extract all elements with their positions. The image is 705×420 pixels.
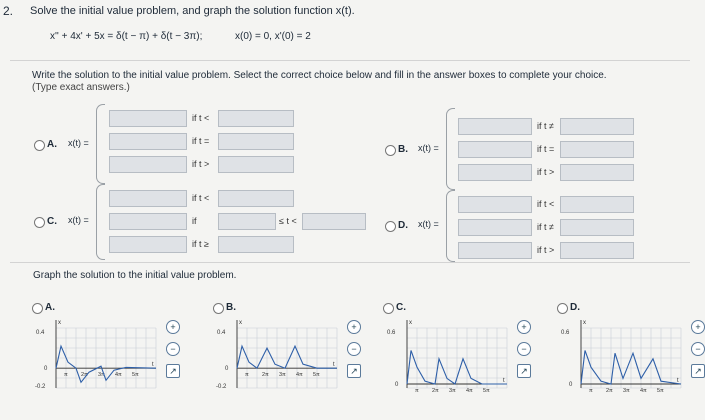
option-a-fx: x(t) = [68, 138, 89, 148]
x-tick-label: 5π [483, 388, 490, 394]
y-tick-label: 0 [225, 366, 229, 373]
y-tick-label: 0.4 [217, 330, 226, 336]
initial-conditions: x(0) = 0, x'(0) = 2 [235, 31, 311, 42]
option-b-radio[interactable] [385, 145, 396, 156]
y-axis-label: x [583, 320, 586, 326]
option-a-cond2: if t = [192, 136, 210, 146]
x-tick-label: 3π [623, 388, 630, 394]
y-axis-label: x [58, 320, 61, 326]
zoom-in-icon[interactable]: + [517, 320, 531, 334]
x-tick-label: π [245, 372, 249, 379]
option-b-label: B. [398, 144, 408, 155]
x-tick-label: π [589, 388, 593, 394]
graph-option-a-radio[interactable] [32, 303, 43, 314]
option-a-cond3: if t > [192, 159, 210, 169]
y-tick-label: 0 [44, 366, 48, 373]
graph-option-a-plot[interactable] [32, 316, 160, 394]
zoom-in-icon[interactable]: + [166, 320, 180, 334]
option-d-brace [446, 190, 455, 262]
option-c-lower-bound-input[interactable] [218, 213, 276, 230]
x-tick-label: 5π [657, 388, 664, 394]
y-tick-label: 0 [569, 382, 573, 388]
option-d-expr3-input[interactable] [458, 242, 532, 259]
option-c-bound1-input[interactable] [218, 190, 294, 207]
x-tick-label: 3π [98, 372, 105, 379]
option-c-cond1: if t < [192, 193, 210, 203]
popout-icon[interactable]: ↗ [517, 364, 531, 378]
x-tick-label: 5π [132, 372, 139, 379]
section-divider [10, 262, 690, 263]
y-tick-label: 0 [395, 382, 399, 388]
y-tick-label: 0.6 [387, 330, 396, 336]
hint-text: (Type exact answers.) [32, 82, 130, 93]
option-c-label: C. [47, 216, 57, 227]
question-number: 2. [3, 4, 14, 18]
graph-option-c-plot[interactable] [383, 316, 511, 394]
option-c-mid-text: ≤ t < [279, 216, 297, 226]
zoom-in-icon[interactable]: + [347, 320, 361, 334]
option-b-cond1: if t ≠ [537, 121, 554, 131]
y-axis-label: x [409, 320, 412, 326]
option-d-cond3: if t > [537, 245, 555, 255]
popout-icon[interactable]: ↗ [166, 364, 180, 378]
option-c-fx: x(t) = [68, 215, 89, 225]
option-c-expr1-input[interactable] [109, 190, 187, 207]
option-a-radio[interactable] [34, 140, 45, 151]
x-axis-label: t [152, 362, 154, 369]
x-tick-label: 2π [432, 388, 439, 394]
zoom-out-icon[interactable]: − [691, 342, 705, 356]
option-c-upper-bound-input[interactable] [302, 213, 366, 230]
option-a-bound3-input[interactable] [218, 156, 294, 173]
graph-option-d-label: D. [570, 302, 580, 313]
option-c-cond2: if [192, 216, 197, 226]
option-a-brace [96, 104, 105, 184]
zoom-in-icon[interactable]: + [691, 320, 705, 334]
graph-prompt: Graph the solution to the initial value problem. [33, 270, 237, 281]
option-a-expr1-input[interactable] [109, 110, 187, 127]
option-a-expr3-input[interactable] [109, 156, 187, 173]
option-c-radio[interactable] [34, 217, 45, 228]
graph-option-b-radio[interactable] [213, 303, 224, 314]
option-b-bound3-input[interactable] [560, 164, 634, 181]
option-b-expr3-input[interactable] [458, 164, 532, 181]
graph-option-a-label: A. [45, 302, 55, 313]
option-d-expr2-input[interactable] [458, 219, 532, 236]
x-tick-label: 2π [262, 372, 269, 379]
option-c-expr3-input[interactable] [109, 236, 187, 253]
option-d-bound2-input[interactable] [560, 219, 634, 236]
x-tick-label: 2π [606, 388, 613, 394]
option-b-cond3: if t > [537, 167, 555, 177]
x-tick-label: π [415, 388, 419, 394]
option-d-radio[interactable] [385, 221, 396, 232]
y-tick-label: 0.4 [36, 330, 45, 336]
option-a-expr2-input[interactable] [109, 133, 187, 150]
graph-option-b-label: B. [226, 302, 236, 313]
x-tick-label: 4π [466, 388, 473, 394]
popout-icon[interactable]: ↗ [347, 364, 361, 378]
option-b-bound2-input[interactable] [560, 141, 634, 158]
y-axis-label: x [239, 320, 242, 326]
option-a-label: A. [47, 139, 57, 150]
x-axis-label: t [677, 378, 679, 384]
option-b-cond2: if t = [537, 144, 555, 154]
option-b-expr1-input[interactable] [458, 118, 532, 135]
question-text: Solve the initial value problem, and graph the solution function x(t). [30, 5, 355, 17]
option-d-bound1-input[interactable] [560, 196, 634, 213]
graph-option-d-plot[interactable] [557, 316, 685, 394]
option-d-bound3-input[interactable] [560, 242, 634, 259]
x-tick-label: 3π [279, 372, 286, 379]
option-c-cond3: if t ≥ [192, 239, 209, 249]
option-b-bound1-input[interactable] [560, 118, 634, 135]
option-b-brace [446, 108, 455, 190]
y-tick-label: -0.2 [35, 384, 46, 390]
graph-option-c-label: C. [396, 302, 406, 313]
graph-option-d-radio[interactable] [557, 303, 568, 314]
option-d-expr1-input[interactable] [458, 196, 532, 213]
graph-option-c-radio[interactable] [383, 303, 394, 314]
option-a-cond1: if t < [192, 113, 210, 123]
x-axis-label: t [333, 362, 335, 369]
option-d-cond2: if t ≠ [537, 222, 554, 232]
option-d-cond1: if t < [537, 199, 555, 209]
x-tick-label: 4π [640, 388, 647, 394]
graph-option-b-plot[interactable] [213, 316, 341, 394]
instructions: Write the solution to the initial value problem. Select the correct choice below and fill in the answer boxes to complete your choice. [32, 70, 607, 81]
option-d-fx: x(t) = [418, 219, 439, 229]
y-tick-label: -0.2 [216, 384, 227, 390]
option-c-bound3-input[interactable] [218, 236, 294, 253]
option-a-bound2-input[interactable] [218, 133, 294, 150]
option-a-bound1-input[interactable] [218, 110, 294, 127]
x-tick-label: 2π [81, 372, 88, 379]
option-b-expr2-input[interactable] [458, 141, 532, 158]
x-tick-label: 5π [313, 372, 320, 379]
option-d-label: D. [398, 220, 408, 231]
y-tick-label: 0.6 [561, 330, 570, 336]
x-tick-label: 4π [296, 372, 303, 379]
zoom-out-icon[interactable]: − [347, 342, 361, 356]
x-axis-label: t [503, 378, 505, 384]
zoom-out-icon[interactable]: − [517, 342, 531, 356]
x-tick-label: 3π [449, 388, 456, 394]
option-c-brace [96, 184, 105, 260]
differential-equation: x'' + 4x' + 5x = δ(t − π) + δ(t − 3π); [50, 31, 203, 42]
popout-icon[interactable]: ↗ [691, 364, 705, 378]
header-divider [10, 60, 690, 61]
option-b-fx: x(t) = [418, 143, 439, 153]
x-tick-label: 4π [115, 372, 122, 379]
x-tick-label: π [64, 372, 68, 379]
zoom-out-icon[interactable]: − [166, 342, 180, 356]
option-c-expr2-input[interactable] [109, 213, 187, 230]
